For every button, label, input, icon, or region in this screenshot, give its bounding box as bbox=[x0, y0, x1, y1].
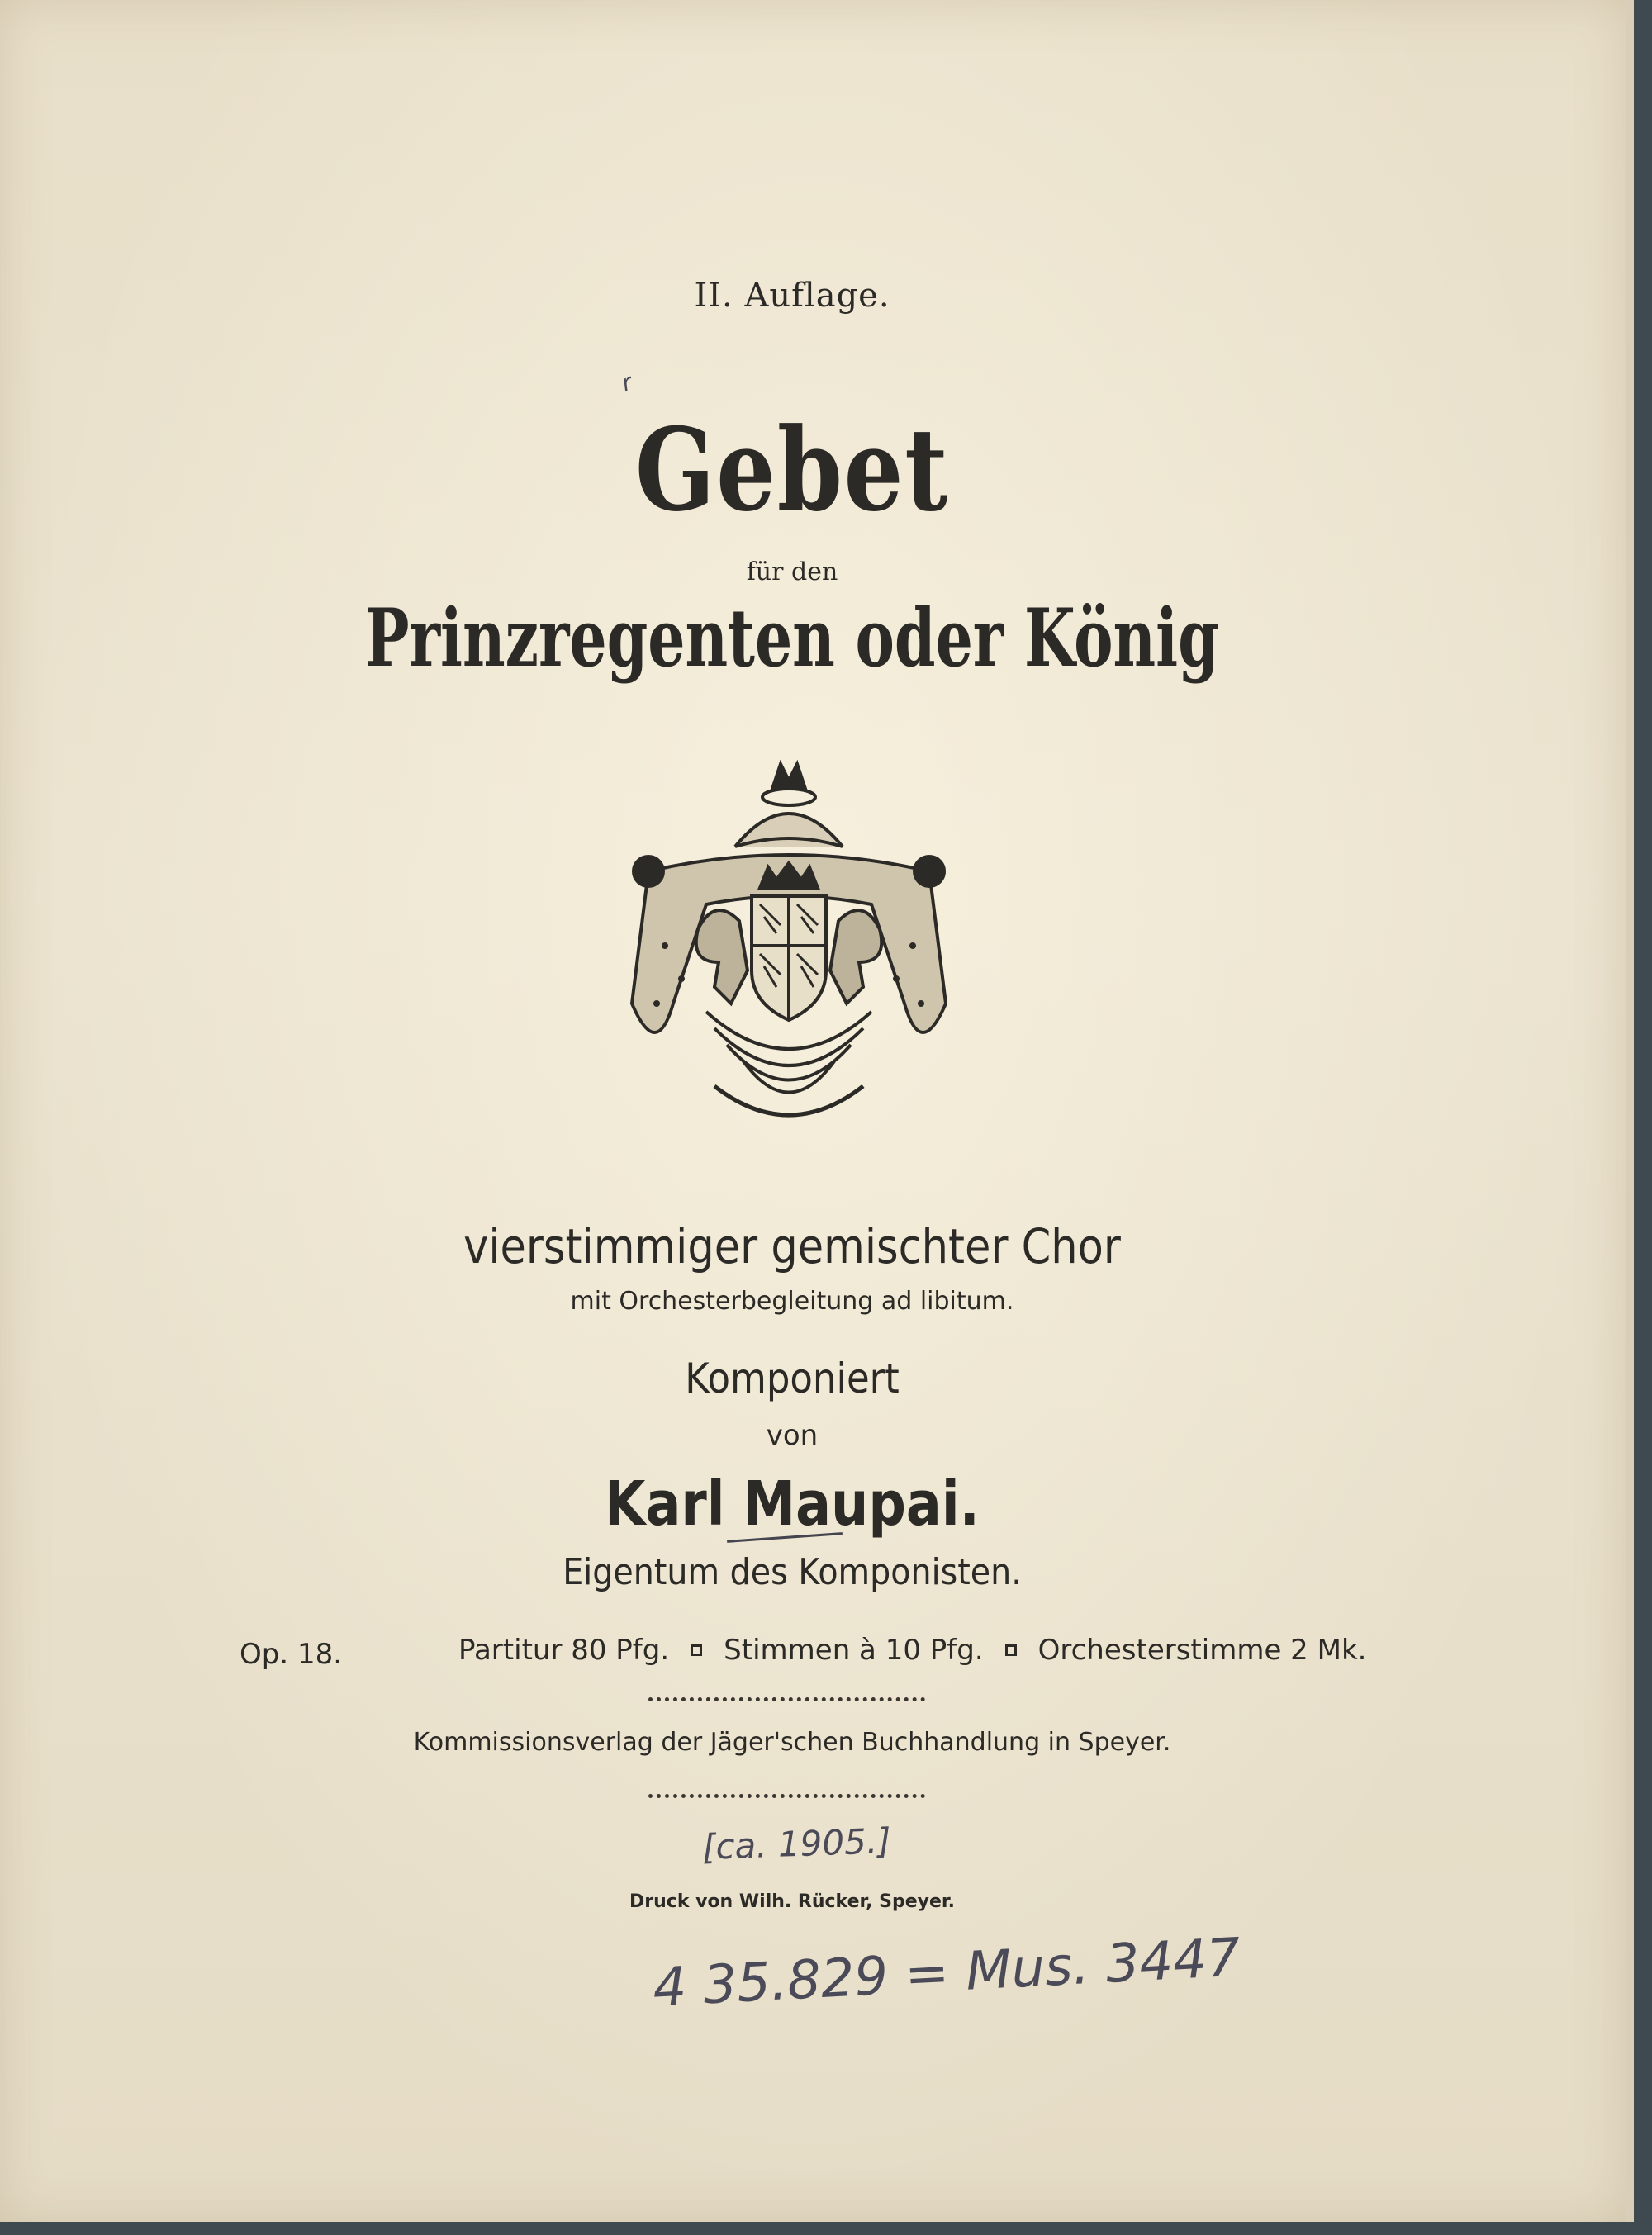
accompaniment-label: mit Orchesterbegleitung ad libitum. bbox=[570, 1287, 1014, 1316]
square-bullet-icon bbox=[691, 1644, 702, 1656]
composed-label: Komponiert bbox=[685, 1355, 900, 1402]
handwritten-shelfmark: 4 35.829 = Mus. 3447 bbox=[651, 1927, 1242, 2019]
subtitle-connector: für den bbox=[746, 558, 838, 586]
printer-note: Druck von Wilh. Rücker, Speyer. bbox=[629, 1891, 955, 1912]
voicing-label: vierstimmiger gemischter Chor bbox=[463, 1218, 1121, 1274]
bavarian-coat-of-arms-icon bbox=[591, 756, 987, 1152]
edition-label: II. Auflage. bbox=[694, 277, 890, 315]
by-label: von bbox=[766, 1419, 819, 1452]
price-orchestra: Orchesterstimme 2 Mk. bbox=[1037, 1634, 1367, 1667]
opus-number: Op. 18. bbox=[240, 1638, 343, 1671]
price-score: Partitur 80 Pfg. bbox=[458, 1634, 670, 1667]
composer-name: Karl Maupai. bbox=[605, 1469, 980, 1540]
pencil-mark: r bbox=[618, 368, 636, 397]
property-note: Eigentum des Komponisten. bbox=[563, 1551, 1022, 1593]
price-list bbox=[458, 1634, 1366, 1667]
dotted-divider bbox=[648, 1794, 925, 1798]
dotted-divider bbox=[648, 1697, 925, 1701]
page-title: Gebet bbox=[634, 402, 950, 537]
subtitle: Prinzregenten oder König bbox=[365, 591, 1219, 685]
price-parts: Stimmen à 10 Pfg. bbox=[724, 1634, 984, 1667]
square-bullet-icon bbox=[1005, 1644, 1017, 1656]
handwritten-date: [ca. 1905.] bbox=[701, 1820, 892, 1867]
publisher-note: Kommissionsverlag der Jäger'schen Buchhandlung in Speyer. bbox=[413, 1728, 1171, 1757]
